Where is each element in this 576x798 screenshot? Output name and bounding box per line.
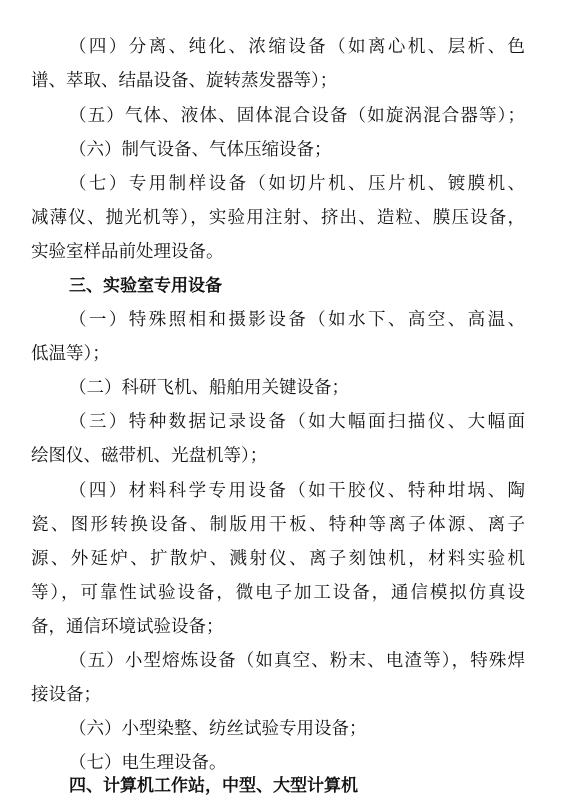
paragraph-line: 谱、萃取、结晶设备、旋转蒸发器等）； xyxy=(31,71,338,91)
paragraph-line: （五）气体、液体、固体混合设备（如旋涡混合器等）； xyxy=(69,106,525,126)
section-heading: 三、实验室专用设备 xyxy=(69,276,222,296)
paragraph-line: 绘图仪、磁带机、光盘机等）； xyxy=(31,446,268,466)
paragraph-line: 减薄仪、抛光机等），实验用注射、挤出、造粒、膜压设备， xyxy=(31,208,525,228)
paragraph-line: （七）电生理设备。 xyxy=(69,753,227,773)
paragraph-line: （二）科研飞机、船舶用关键设备； xyxy=(69,378,349,398)
paragraph-line: 接设备； xyxy=(31,685,101,705)
paragraph-line: 低温等）； xyxy=(31,344,110,364)
section-heading: 四、计算机工作站，中型、大型计算机 xyxy=(69,776,358,796)
paragraph-line: 备，通信环境试验设备； xyxy=(31,617,224,637)
paragraph-line: 实验室样品前处理设备。 xyxy=(31,242,224,262)
paragraph-line: （六）小型染整、纺丝试验专用设备； xyxy=(69,719,367,739)
paragraph-line: 瓷、图形转换设备、制版用干板、特种等离子体源、离子 xyxy=(31,515,525,535)
paragraph-line: （四）材料科学专用设备（如干胶仪、特种坩埚、陶 xyxy=(69,481,525,501)
paragraph-line: （一）特殊照相和摄影设备（如水下、高空、高温、 xyxy=(69,310,525,330)
paragraph-line: 源、外延炉、扩散炉、溅射仪、离子刻蚀机，材料实验机 xyxy=(31,549,525,569)
paragraph-line: （五）小型熔炼设备（如真空、粉末、电渣等），特殊焊 xyxy=(69,651,525,671)
paragraph-line: （六）制气设备、气体压缩设备； xyxy=(69,140,332,160)
paragraph-line: （四）分离、纯化、浓缩设备（如离心机、层析、色 xyxy=(69,37,525,57)
paragraph-line: （三）特种数据记录设备（如大幅面扫描仪、大幅面 xyxy=(69,412,525,432)
paragraph-line: 等），可靠性试验设备，微电子加工设备，通信模拟仿真设 xyxy=(31,583,525,603)
paragraph-line: （七）专用制样设备（如切片机、压片机、镀膜机、 xyxy=(69,174,525,194)
